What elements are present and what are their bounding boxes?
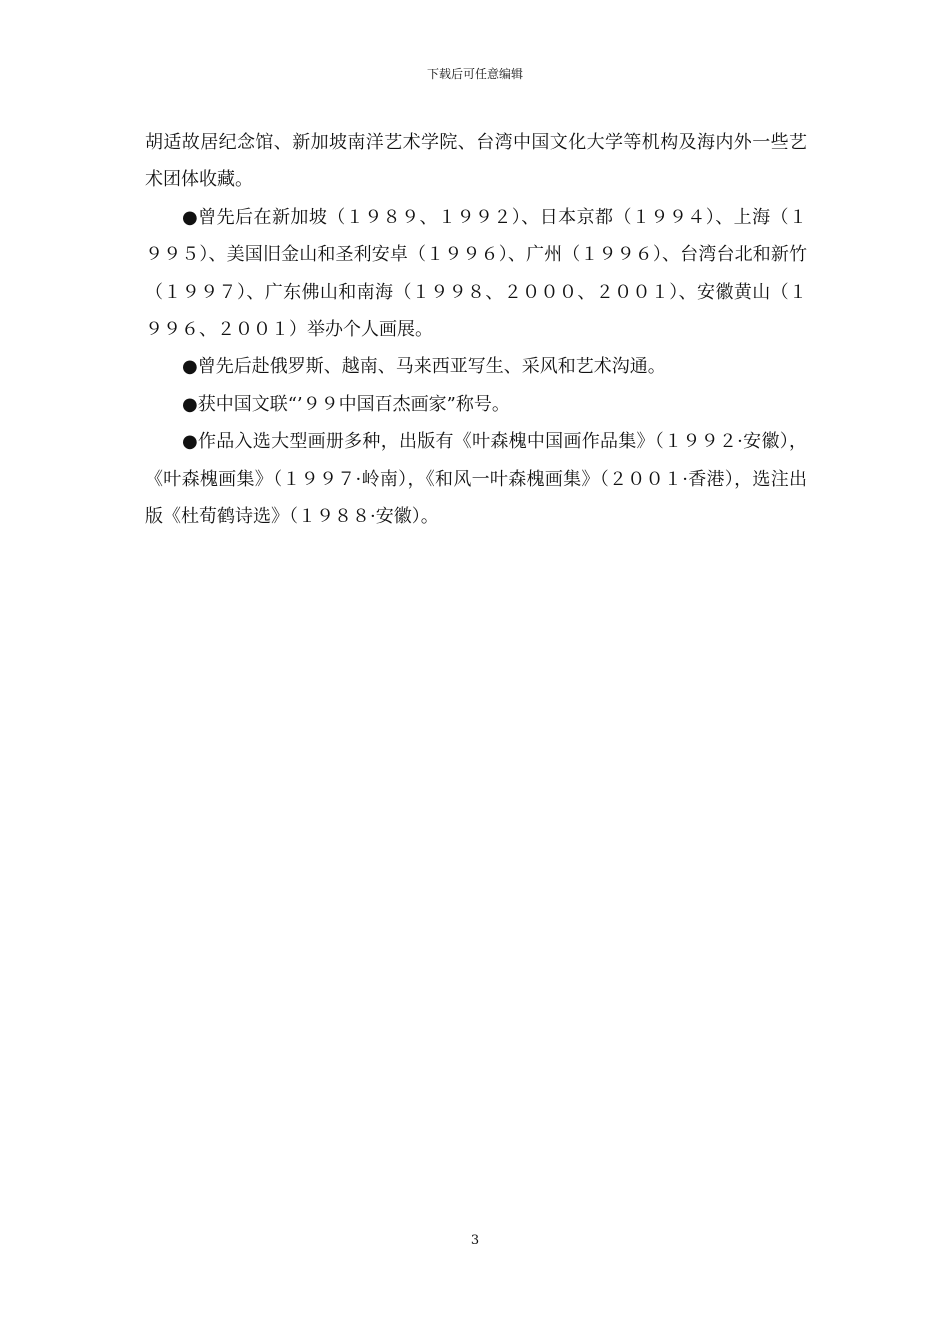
paragraph-solo-exhibitions: ●曾先后在新加坡（１９８９、１９９２）、日本京都（１９９４）、上海（１９９５）、美国旧金山和圣利安卓（１９９６）、广州（１９９６）、台湾台北和新竹（１９９７）、广东佛山和南海（１９９８、２０００、２００１）、安徽黄山（１９９６、２００１）举办个人画展。 [145, 206, 807, 341]
page-header: 下载后可任意编辑 [426, 67, 523, 81]
paragraph-publications: ●作品入选大型画册多种，出版有《叶森槐中国画作品集》（１９９２·安徽），《叶森槐画集》（１９９７·岭南），《和风一叶森槐画集》（２００１·香港），选注出版《杜荀鹤诗选》（１９８８·安徽）。 [145, 431, 807, 528]
paragraph-collections: 胡适故居纪念馆、新加坡南洋艺术学院、台湾中国文化大学等机构及海内外一些艺术团体收藏。 [145, 132, 807, 191]
document-body [145, 124, 807, 535]
paragraph-sketching-trips: ●曾先后赴俄罗斯、越南、马来西亚写生、采风和艺术沟通。 [182, 356, 666, 378]
paragraph-honor-title: ●获中国文联“’９９中国百杰画家”称号。 [182, 393, 510, 415]
page-number: 3 [470, 1233, 480, 1248]
